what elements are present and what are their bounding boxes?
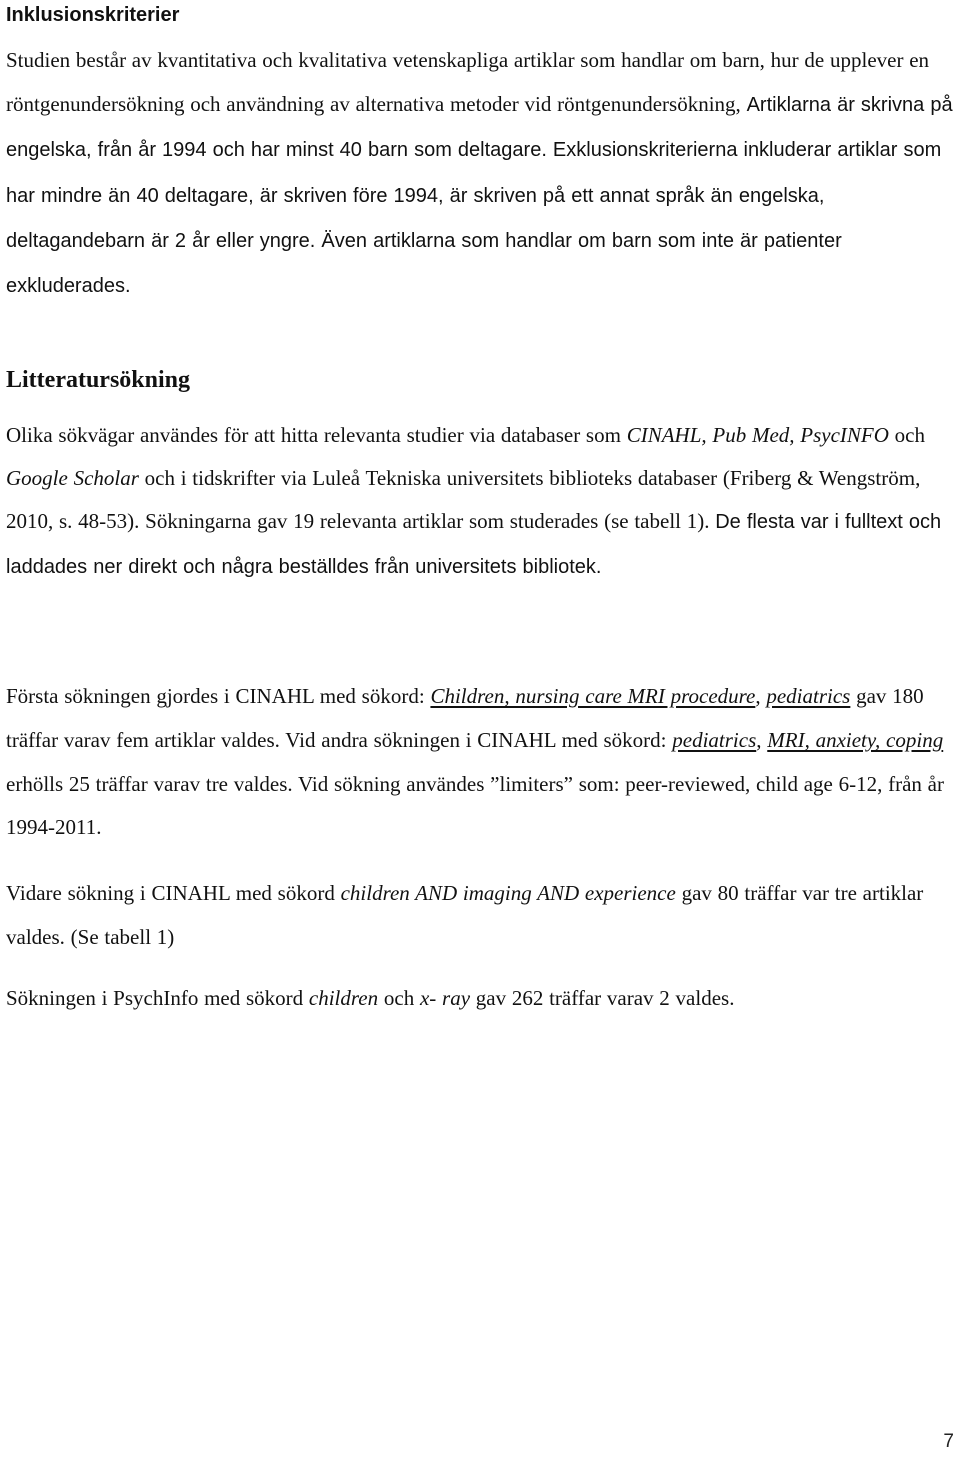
p5-text-c: gav 262 träffar varav 2 valdes. xyxy=(470,986,735,1010)
p3-comma-2: , xyxy=(756,727,768,752)
p5-search-term-2: x- ray xyxy=(419,986,471,1010)
p3-search-terms-2: pediatrics xyxy=(766,684,851,708)
p3-search-terms-3: pediatrics xyxy=(672,727,757,752)
paragraph-inklusion xyxy=(6,38,956,308)
paragraph-forsta-sokning xyxy=(6,675,954,850)
paragraph-vidare-sokning xyxy=(6,871,954,959)
paragraph-inklusion-part1: Studien består av kvantitativa och kvalitativa vetenskapliga artiklar som handlar om barn, hur de upplever en röntgenundersökning och användning av alternativa metoder vid röntgenundersökning, xyxy=(6,48,930,117)
p3-text-c: erhölls 25 träffar varav tre valdes. Vid sökning användes ”limiters” som: peer-reviewed, child age 6-12, från år 1994-2011. xyxy=(6,771,944,840)
p5-text-a: Sökningen i PsychInfo med sökord xyxy=(6,986,309,1010)
p4-text-b: gav 80 träffar var tre artiklar valdes. (Se tabell 1) xyxy=(6,881,924,949)
paragraph-inklusion-part2: Artiklarna är skrivna på engelska, från år 1994 och har minst 40 barn som deltagare. Exklusionskriterierna inkluderar artiklar som har mindre än 40 deltagare, är skriven före 1994, är skriven på ett annat språk än engelska, deltagandebarn är 2 år eller yngre. Även artiklarna som handlar om barn som inte är patienter exkluderades. xyxy=(6,94,953,298)
page-number: 7 xyxy=(943,1431,954,1452)
p5-text-b: och xyxy=(378,986,420,1010)
heading-litteratursokning: Litteratursökning xyxy=(6,367,191,393)
p2-text-e: De flesta var i fulltext och laddades ner direkt och några beställdes från universitets bibliotek. xyxy=(6,511,942,578)
heading-inklusionskriterier: Inklusionskriterier xyxy=(6,4,180,26)
p2-text-c: och i tidskrifter via Luleå Tekniska universitets biblioteks databaser (Friberg & Wengström, 2010, s. 48-53). xyxy=(6,466,921,534)
p3-text-a: Första sökningen gjordes i CINAHL med sökord: xyxy=(6,684,431,708)
p2-google-scholar: Google Scholar xyxy=(6,466,139,491)
p3-search-terms-1: Children, nursing care MRI procedure xyxy=(430,684,756,708)
p2-text-a: Olika sökvägar användes för att hitta relevanta studier via databaser som xyxy=(6,423,627,447)
p2-text-d: Sökningarna gav 19 relevanta artiklar som studerades (se tabell 1). xyxy=(145,509,716,534)
p3-comma: , xyxy=(755,684,767,708)
p2-databases: CINAHL, Pub Med, PsycINFO xyxy=(626,423,889,447)
p3-search-terms-4: MRI, anxiety, coping xyxy=(767,727,944,752)
p5-search-term-1: children xyxy=(308,986,379,1010)
p4-text-a: Vidare sökning i CINAHL med sökord xyxy=(6,881,341,905)
p2-text-b: och xyxy=(888,423,925,447)
paragraph-sokvagar xyxy=(6,414,954,589)
p3-text-b: gav 180 träffar varav fem artiklar valdes. Vid andra sökningen i CINAHL med sökord: xyxy=(6,684,924,752)
p4-search-terms: children AND imaging AND experience xyxy=(340,881,676,905)
paragraph-psychinfo xyxy=(6,977,954,1021)
